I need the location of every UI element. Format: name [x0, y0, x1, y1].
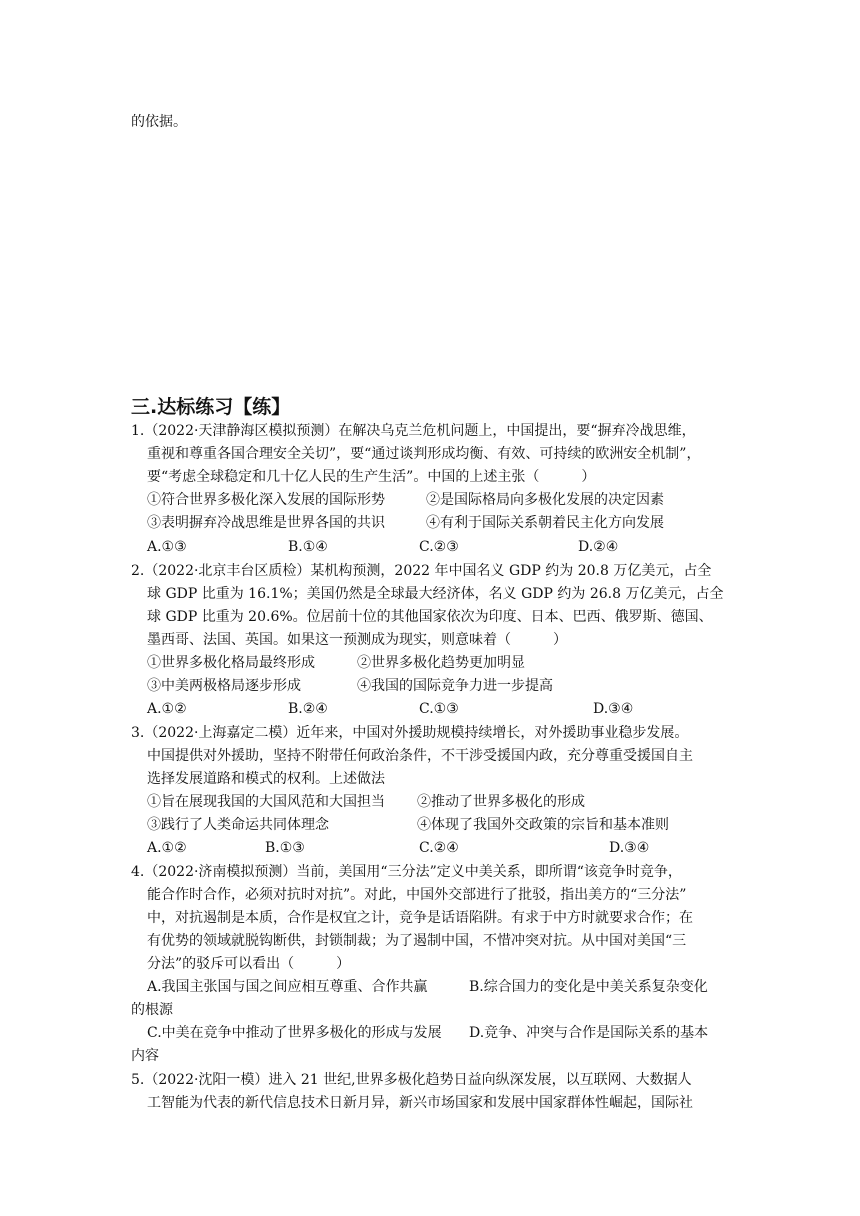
- option-b-continued: 的根源: [131, 1002, 173, 1018]
- statement-3: ③表明摒弃冷战思维是世界各国的共识: [147, 515, 385, 531]
- question-3-line: 选择发展道路和模式的权利。上述做法: [147, 771, 385, 787]
- option-d: D.竞争、冲突与合作是国际关系的基本: [469, 1025, 709, 1041]
- question-4-line: 能合作时合作，必须对抗时对抗”。对此，中国外交部进行了批驳，指出美方的“三分法”: [147, 887, 687, 903]
- option-a: A.①②: [147, 840, 187, 856]
- question-5-line: 5.（2022·沈阳一模）进入 21 世纪,世界多极化趋势日益向纵深发展，以互联网、大数据人: [131, 1072, 692, 1088]
- question-4-line: 有优势的领域就脱钩断供，封锁制裁；为了遏制中国，不惜冲突对抗。从中国对美国“三: [147, 933, 687, 949]
- question-4-line: 中，对抗遏制是本质，合作是权宜之计，竞争是话语陷阱。有求于中方时就要求合作；在: [147, 910, 693, 926]
- question-4-line: 分法”的驳斥可以看出（ ）: [147, 956, 351, 972]
- question-4-line: 4.（2022·济南模拟预测）当前，美国用“三分法”定义中美关系，即所谓“该竞争时竞争，: [131, 864, 682, 880]
- option-b: B.②④: [288, 701, 328, 717]
- statement-1: ①世界多极化格局最终形成: [147, 655, 315, 671]
- option-b: B.①③: [265, 840, 305, 856]
- question-2-line: 球 GDP 比重为 16.1%；美国仍然是全球最大经济体，名义 GDP 约为 26.8 万亿美元，占全: [147, 586, 724, 602]
- question-1-line: 重视和尊重各国合理安全关切”，要“通过谈判形成均衡、有效、可持续的欧洲安全机制”，: [147, 446, 701, 462]
- question-2-line: 2.（2022·北京丰台区质检）某机构预测，2022 年中国名义 GDP 约为 20.8 万亿美元，占全: [131, 563, 712, 579]
- section-heading: 三.达标练习【练】: [131, 396, 291, 418]
- option-c: C.①③: [419, 701, 459, 717]
- statement-4: ④体现了我国外交政策的宗旨和基本准则: [417, 817, 669, 833]
- question-2-line: 墨西哥、法国、英国。如果这一预测成为现实，则意味着（ ）: [147, 632, 567, 648]
- statement-4: ④有利于国际关系朝着民主化方向发展: [426, 515, 664, 531]
- statement-3: ③践行了人类命运共同体理念: [147, 817, 329, 833]
- option-a: A.我国主张国与国之间应相互尊重、合作共赢: [147, 979, 428, 995]
- statement-1: ①旨在展现我国的大国风范和大国担当: [147, 794, 385, 810]
- option-c: C.②④: [419, 840, 459, 856]
- question-3-line: 3.（2022·上海嘉定二模）近年来，中国对外援助规模持续增长，对外援助事业稳步发展。: [131, 725, 689, 741]
- option-a: A.①③: [147, 539, 187, 555]
- statement-2: ②是国际格局向多极化发展的决定因素: [426, 492, 664, 508]
- option-d: D.②④: [578, 539, 619, 555]
- question-1-line: 要“考虑全球稳定和几十亿人民的生产生活”。中国的上述主张（ ）: [147, 469, 596, 485]
- option-b: B.①④: [288, 539, 328, 555]
- continued-text: 的依据。: [131, 114, 187, 130]
- statement-2: ②推动了世界多极化的形成: [417, 794, 585, 810]
- option-b: B.综合国力的变化是中美关系复杂变化: [469, 979, 708, 995]
- option-c: C.中美在竞争中推动了世界多极化的形成与发展: [147, 1025, 442, 1041]
- statement-3: ③中美两极格局逐步形成: [147, 678, 301, 694]
- option-d: D.③④: [593, 701, 634, 717]
- option-d-continued: 内容: [131, 1048, 159, 1064]
- option-d: D.③④: [609, 840, 650, 856]
- statement-4: ④我国的国际竞争力进一步提高: [357, 678, 553, 694]
- statement-2: ②世界多极化趋势更加明显: [357, 655, 525, 671]
- statement-1: ①符合世界多极化深入发展的国际形势: [147, 492, 385, 508]
- option-a: A.①②: [147, 701, 187, 717]
- question-2-line: 球 GDP 比重为 20.6%。位居前十位的其他国家依次为印度、日本、巴西、俄罗斯、德国、: [147, 609, 713, 625]
- option-c: C.②③: [419, 539, 459, 555]
- question-3-line: 中国提供对外援助，坚持不附带任何政治条件，不干涉受援国内政，充分尊重受援国自主: [147, 748, 693, 764]
- question-1-line: 1.（2022·天津静海区模拟预测）在解决乌克兰危机问题上，中国提出，要“摒弃冷战思维，: [131, 423, 696, 439]
- question-5-line: 工智能为代表的新代信息技术日新月异，新兴市场国家和发展中国家群体性崛起，国际社: [147, 1095, 693, 1111]
